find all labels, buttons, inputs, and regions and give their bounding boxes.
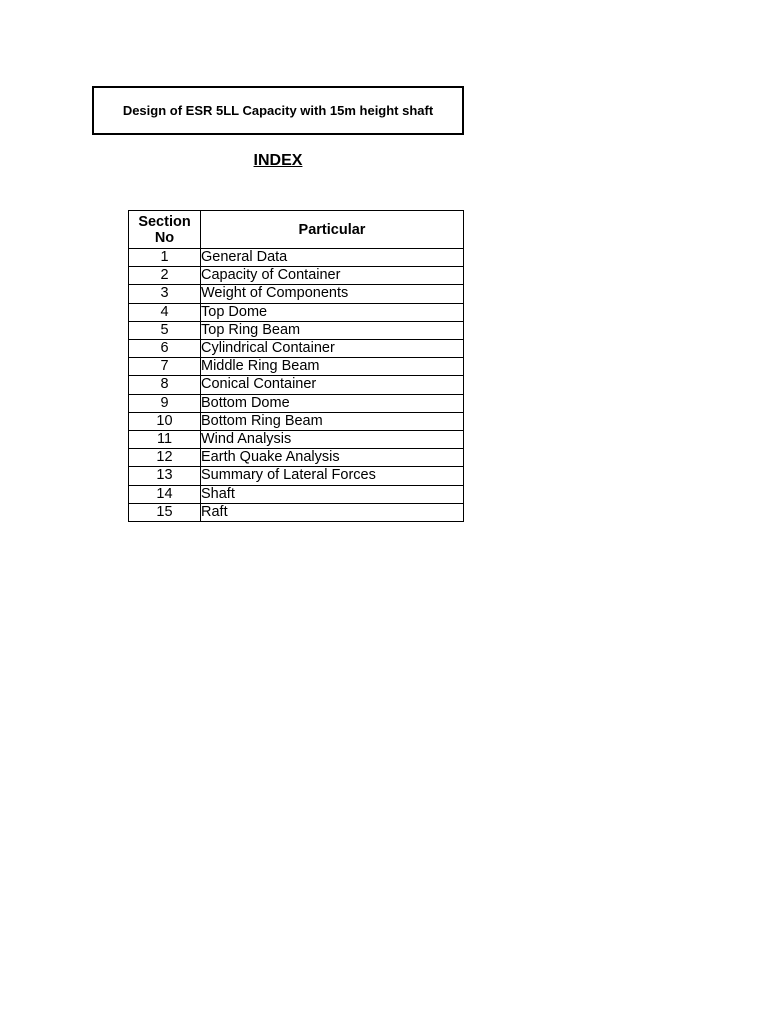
section-particular: Raft (201, 503, 464, 521)
section-number: 8 (129, 376, 201, 394)
table-row (129, 285, 464, 303)
section-number: 12 (129, 449, 201, 467)
section-particular: Top Ring Beam (201, 321, 464, 339)
section-number: 7 (129, 358, 201, 376)
section-number: 2 (129, 267, 201, 285)
section-particular: Wind Analysis (201, 431, 464, 449)
table-row (129, 249, 464, 267)
document-title: Design of ESR 5LL Capacity with 15m height shaft (122, 103, 434, 118)
section-particular: Middle Ring Beam (201, 358, 464, 376)
index-table (128, 210, 464, 522)
section-particular: Bottom Ring Beam (201, 412, 464, 430)
section-particular: Weight of Components (201, 285, 464, 303)
section-particular: Bottom Dome (201, 394, 464, 412)
table-row (129, 431, 464, 449)
table-row (129, 358, 464, 376)
section-particular: Earth Quake Analysis (201, 449, 464, 467)
document-title-box (92, 86, 464, 135)
table-row (129, 467, 464, 485)
section-number: 3 (129, 285, 201, 303)
table-row (129, 503, 464, 521)
section-number: 9 (129, 394, 201, 412)
section-number: 1 (129, 249, 201, 267)
table-row (129, 412, 464, 430)
index-table-body (129, 249, 464, 522)
section-no-header (129, 211, 201, 249)
table-row (129, 376, 464, 394)
section-particular: Conical Container (201, 376, 464, 394)
table-row (129, 321, 464, 339)
particular-header: Particular (201, 211, 464, 249)
table-row (129, 485, 464, 503)
table-row (129, 340, 464, 358)
section-number: 4 (129, 303, 201, 321)
section-number: 6 (129, 340, 201, 358)
table-row (129, 267, 464, 285)
table-row (129, 449, 464, 467)
section-particular: Shaft (201, 485, 464, 503)
section-particular: Top Dome (201, 303, 464, 321)
table-row (129, 303, 464, 321)
section-particular: Cylindrical Container (201, 340, 464, 358)
section-number: 5 (129, 321, 201, 339)
table-row (129, 394, 464, 412)
section-number: 15 (129, 503, 201, 521)
section-number: 14 (129, 485, 201, 503)
section-number: 10 (129, 412, 201, 430)
section-particular: Capacity of Container (201, 267, 464, 285)
section-particular: Summary of Lateral Forces (201, 467, 464, 485)
section-number: 11 (129, 431, 201, 449)
index-table-header-row (129, 211, 464, 249)
section-number: 13 (129, 467, 201, 485)
section-no-header-line2: No (154, 229, 175, 246)
index-heading: INDEX (253, 152, 303, 169)
section-particular: General Data (201, 249, 464, 267)
section-no-header-line1: Section (138, 213, 191, 230)
